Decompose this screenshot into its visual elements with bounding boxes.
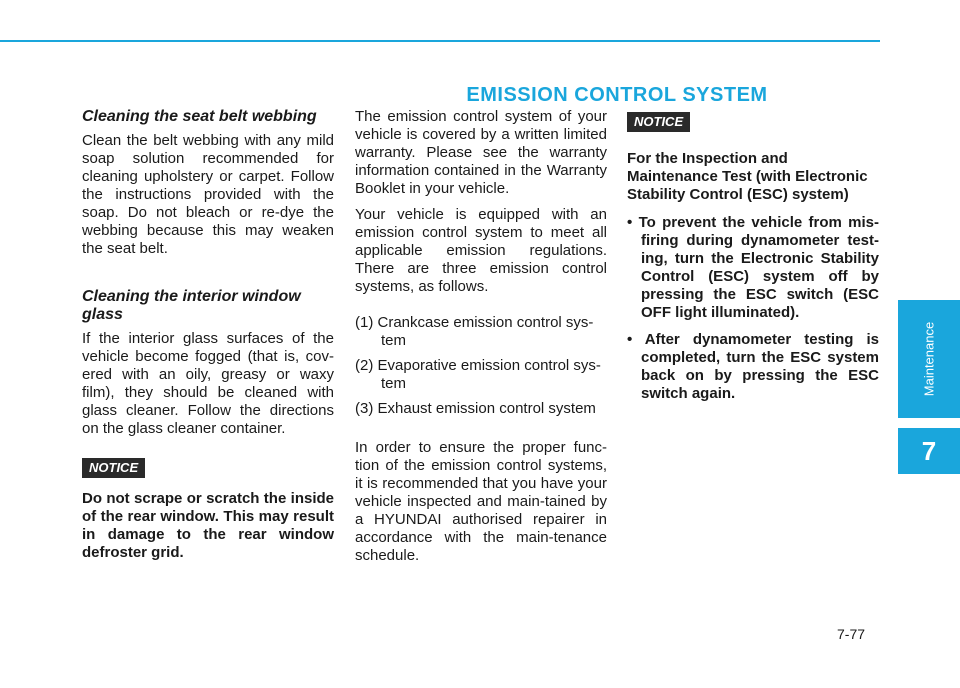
heading-window-glass: Cleaning the interior window glass (82, 288, 301, 323)
header-rule (0, 40, 880, 42)
column-middle (355, 108, 607, 565)
heading-seat-belt: Cleaning the seat belt webbing (82, 108, 317, 125)
list-item: (1) Crankcase emission control sys-tem (355, 314, 594, 349)
paragraph-window-glass: If the interior glass surfaces of the vehicle become fogged (that is, cov-ered with an oily, greasy or waxy film), they should be cleaned with glass cleaner. Follow the directions on the glass cleaner container. (82, 330, 334, 437)
section-title: EMISSION CONTROL SYSTEM (466, 84, 768, 106)
list-item: (2) Evaporative emission control sys-tem (355, 357, 601, 392)
paragraph-emission-systems: Your vehicle is equipped with an emission control system to meet all applicable emission regulations. There are three emission control systems, as follows. (355, 206, 607, 295)
chapter-number: 7 (921, 436, 937, 466)
notice-text-rear-window: Do not scrape or scratch the inside of the rear window. This may result in damage to the rear window defroster grid. (82, 490, 334, 561)
list-item: (3) Exhaust emission control system (355, 400, 596, 417)
chapter-tab-number (898, 428, 960, 474)
list-item: • To prevent the vehicle from mis-firing during dynamometer test-ing, turn the Electronic Stability Control (ESC) system off by pressing the ESC switch (ESC OFF light illuminated). (627, 214, 879, 322)
paragraph-seat-belt: Clean the belt webbing with any mild soap solution recommended for cleaning upholstery or carpet. Follow the instructions provided with the soap. Do not bleach or re-dye the webbing because this may weaken the seat belt. (82, 132, 334, 257)
column-left (82, 108, 334, 562)
column-right (627, 112, 879, 412)
notice-badge: NOTICE (627, 112, 690, 132)
chapter-label: Maintenance (921, 321, 937, 397)
notice-heading-esc: For the Inspection and Maintenance Test (with Electronic Stability Control (ESC) system) (627, 150, 868, 203)
notice-badge: NOTICE (82, 458, 145, 478)
chapter-tab-label (898, 300, 960, 418)
page-number: 7-77 (837, 626, 866, 642)
list-item: • After dynamometer testing is completed, turn the ESC system back on by pressing the ESC switch again. (627, 331, 879, 403)
paragraph-warranty: The emission control system of your vehicle is covered by a written limited warranty. Please see the warranty information contained in the Warranty Booklet in your vehicle. (355, 108, 607, 197)
esc-bullet-list (627, 214, 879, 403)
paragraph-inspection: In order to ensure the proper func-tion of the emission control systems, it is recommended that you have your vehicle inspected and main-tained by a HYUNDAI authorised repairer in accordance with the main-tenance schedule. (355, 439, 607, 564)
